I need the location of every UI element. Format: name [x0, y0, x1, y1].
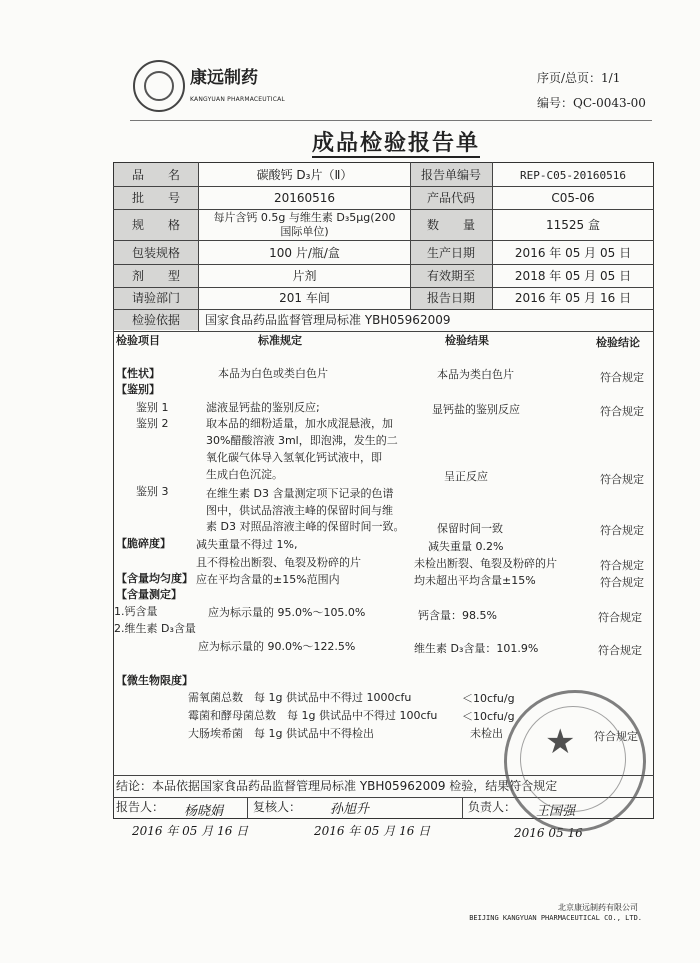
calcium-result: 钙含量：98.5%: [418, 609, 497, 622]
col-divider: [492, 162, 493, 309]
product-name-label: 品 名: [131, 168, 180, 182]
batch-label: 批 号: [131, 191, 180, 205]
checker-signature: 孙旭升: [330, 802, 370, 817]
footer-company-en: BEIJING KANGYUAN PHARMACEUTICAL CO., LTD.: [469, 914, 642, 922]
id3-standard-line1: 在维生素 D3 含量测定项下记录的色谱: [206, 487, 394, 500]
col-header-conclusion: 检验结论: [596, 336, 640, 349]
uniformity-conclusion: 符合规定: [600, 576, 644, 589]
calcium-label: 1.钙含量: [114, 605, 158, 618]
spec-label: 规 格: [131, 218, 180, 232]
spec-value-line2: 国际单位): [280, 225, 329, 238]
appearance-standard: 本品为白色或类白色片: [218, 367, 328, 380]
checker-date: 2016 年 05 月 16 日: [314, 824, 431, 838]
row-divider: [113, 331, 654, 332]
friability-result-line2: 未检出断裂、龟裂及粉碎的片: [414, 557, 557, 570]
friability-standard-line2: 且不得检出断裂、龟裂及粉碎的片: [196, 556, 361, 569]
col-header-standard: 标准规定: [258, 334, 302, 347]
product-code-value: C05-06: [551, 191, 595, 205]
logo-emblem-icon: [144, 71, 174, 101]
calcium-conclusion: 符合规定: [598, 611, 642, 624]
id3-label: 鉴别 3: [136, 485, 169, 498]
col-divider: [247, 797, 248, 819]
aerobic-result: ＜10cfu/g: [462, 692, 515, 705]
responsible-signature: 王国强: [536, 804, 576, 819]
id1-standard: 滤液显钙盐的鉴别反应;: [206, 401, 320, 414]
aerobic-standard: 需氧菌总数 每 1g 供试品中不得过 1000cfu: [188, 691, 412, 704]
quantity-value: 11525 盒: [546, 218, 600, 232]
product-name-value: 碳酸钙 D₃片（Ⅱ）: [256, 168, 353, 182]
form-value: 片剂: [292, 269, 317, 283]
friability-standard-line1: 减失重量不得过 1%,: [196, 538, 298, 551]
id2-standard-line1: 取本品的细粉适量，加水成混悬液，加: [206, 417, 393, 430]
id3-standard-line3: 素 D3 对照品溶液主峰的保留时间一致。: [206, 520, 405, 533]
calcium-standard: 应为标示量的 95.0%～105.0%: [208, 606, 366, 619]
expiry-label: 有效期至: [426, 269, 475, 283]
report-date-value: 2016 年 05 月 16 日: [514, 291, 632, 305]
row-divider: [113, 186, 654, 187]
product-code-label: 产品代码: [426, 191, 475, 205]
batch-value: 20160516: [273, 191, 336, 205]
assay-label: 【含量测定】: [116, 588, 182, 601]
company-name-en: KANGYUAN PHARMACEUTICAL: [190, 96, 285, 103]
report-no-value: REP-C05-20160516: [520, 169, 626, 182]
row-divider: [113, 287, 654, 288]
microbial-label: 【微生物限度】: [116, 674, 193, 687]
identification-label: 【鉴别】: [116, 383, 160, 396]
seal-star-icon: ★: [545, 722, 576, 762]
row-divider: [113, 209, 654, 210]
id1-conclusion: 符合规定: [600, 405, 644, 418]
uniformity-label: 【含量均匀度】: [116, 572, 193, 585]
friability-label: 【脆碎度】: [116, 537, 171, 550]
basis-value: 国家食品药品监督管理局标准 YBH05962009: [205, 313, 451, 327]
conclusion-text: 结论：本品依据国家食品药品监督管理局标准 YBH05962009 检验，结果符合规定: [116, 779, 558, 793]
appearance-label: 【性状】: [116, 367, 160, 380]
id3-conclusion: 符合规定: [600, 524, 644, 537]
pack-label: 包装规格: [131, 246, 180, 260]
appearance-result: 本品为类白色片: [437, 368, 514, 381]
friability-conclusion: 符合规定: [600, 559, 644, 572]
spec-value-line1: 每片含钙 0.5g 与维生素 D₃5μg(200: [213, 211, 396, 224]
vitd3-label: 2.维生素 D₃含量: [114, 622, 196, 635]
responsible-date: 2016 05 16: [514, 826, 583, 840]
dept-label: 请验部门: [131, 291, 180, 305]
mold-standard: 霉菌和酵母菌总数 每 1g 供试品中不得过 100cfu: [188, 709, 438, 722]
reporter-label: 报告人：: [116, 800, 165, 814]
row-divider: [113, 309, 654, 310]
id3-standard-line2: 图中，供试品溶液主峰的保留时间与维: [206, 504, 393, 517]
footer-company-cn: 北京康远制药有限公司: [558, 903, 638, 912]
expiry-value: 2018 年 05 月 05 日: [514, 269, 632, 283]
col-divider: [410, 162, 411, 309]
col-header-result: 检验结果: [445, 334, 489, 347]
id3-result: 保留时间一致: [437, 522, 503, 535]
uniformity-standard: 应在平均含量的±15%范围内: [196, 573, 340, 586]
id2-standard-line2: 30%醋酸溶液 3ml，即泡沸，发生的二: [206, 434, 398, 447]
mold-result: ＜10cfu/g: [462, 710, 515, 723]
vitd3-conclusion: 符合规定: [598, 644, 642, 657]
report-date-label: 报告日期: [426, 291, 475, 305]
microbial-conclusion: 符合规定: [594, 730, 638, 743]
pack-value: 100 片/瓶/盒: [269, 246, 340, 260]
reporter-signature: 杨晓娟: [184, 804, 224, 819]
ecoli-result: 未检出: [470, 727, 503, 740]
ecoli-standard: 大肠埃希菌 每 1g 供试品中不得检出: [188, 727, 374, 740]
id2-result: 呈正反应: [444, 470, 488, 483]
dept-value: 201 车间: [279, 291, 330, 305]
reporter-date: 2016 年 05 月 16 日: [132, 824, 249, 838]
id2-conclusion: 符合规定: [600, 473, 644, 486]
uniformity-result: 均未超出平均含量±15%: [414, 574, 536, 587]
vitd3-standard: 应为标示量的 90.0%～122.5%: [198, 640, 356, 653]
report-no-label: 报告单编号: [420, 168, 481, 182]
col-header-item: 检验项目: [116, 334, 160, 347]
checker-label: 复核人：: [253, 800, 302, 814]
row-divider: [113, 240, 654, 241]
responsible-label: 负责人：: [468, 800, 517, 814]
header-divider: [130, 120, 652, 121]
friability-result-line1: 减失重量 0.2%: [428, 540, 504, 553]
basis-label: 检验依据: [131, 313, 180, 327]
mfg-date-value: 2016 年 05 月 05 日: [514, 246, 632, 260]
id2-standard-line4: 生成白色沉淀。: [206, 468, 283, 481]
quantity-label: 数 量: [426, 218, 475, 232]
col-divider: [462, 797, 463, 819]
row-divider: [113, 264, 654, 265]
id2-label: 鉴别 2: [136, 417, 169, 430]
company-name-cn: 康远制药: [190, 68, 258, 88]
form-label: 剂 型: [131, 269, 180, 283]
vitd3-result: 维生素 D₃含量：101.9%: [414, 642, 539, 655]
document-code: 编号：QC-0043-00: [537, 96, 646, 110]
page-title: 成品检验报告单: [312, 130, 481, 156]
id1-result: 显钙盐的鉴别反应: [432, 403, 520, 416]
id1-label: 鉴别 1: [136, 401, 169, 414]
appearance-conclusion: 符合规定: [600, 371, 644, 384]
mfg-date-label: 生产日期: [426, 246, 475, 260]
page-number: 序页/总页：1/1: [537, 71, 621, 85]
id2-standard-line3: 氧化碳气体导入氢氧化钙试液中，即: [206, 451, 382, 464]
